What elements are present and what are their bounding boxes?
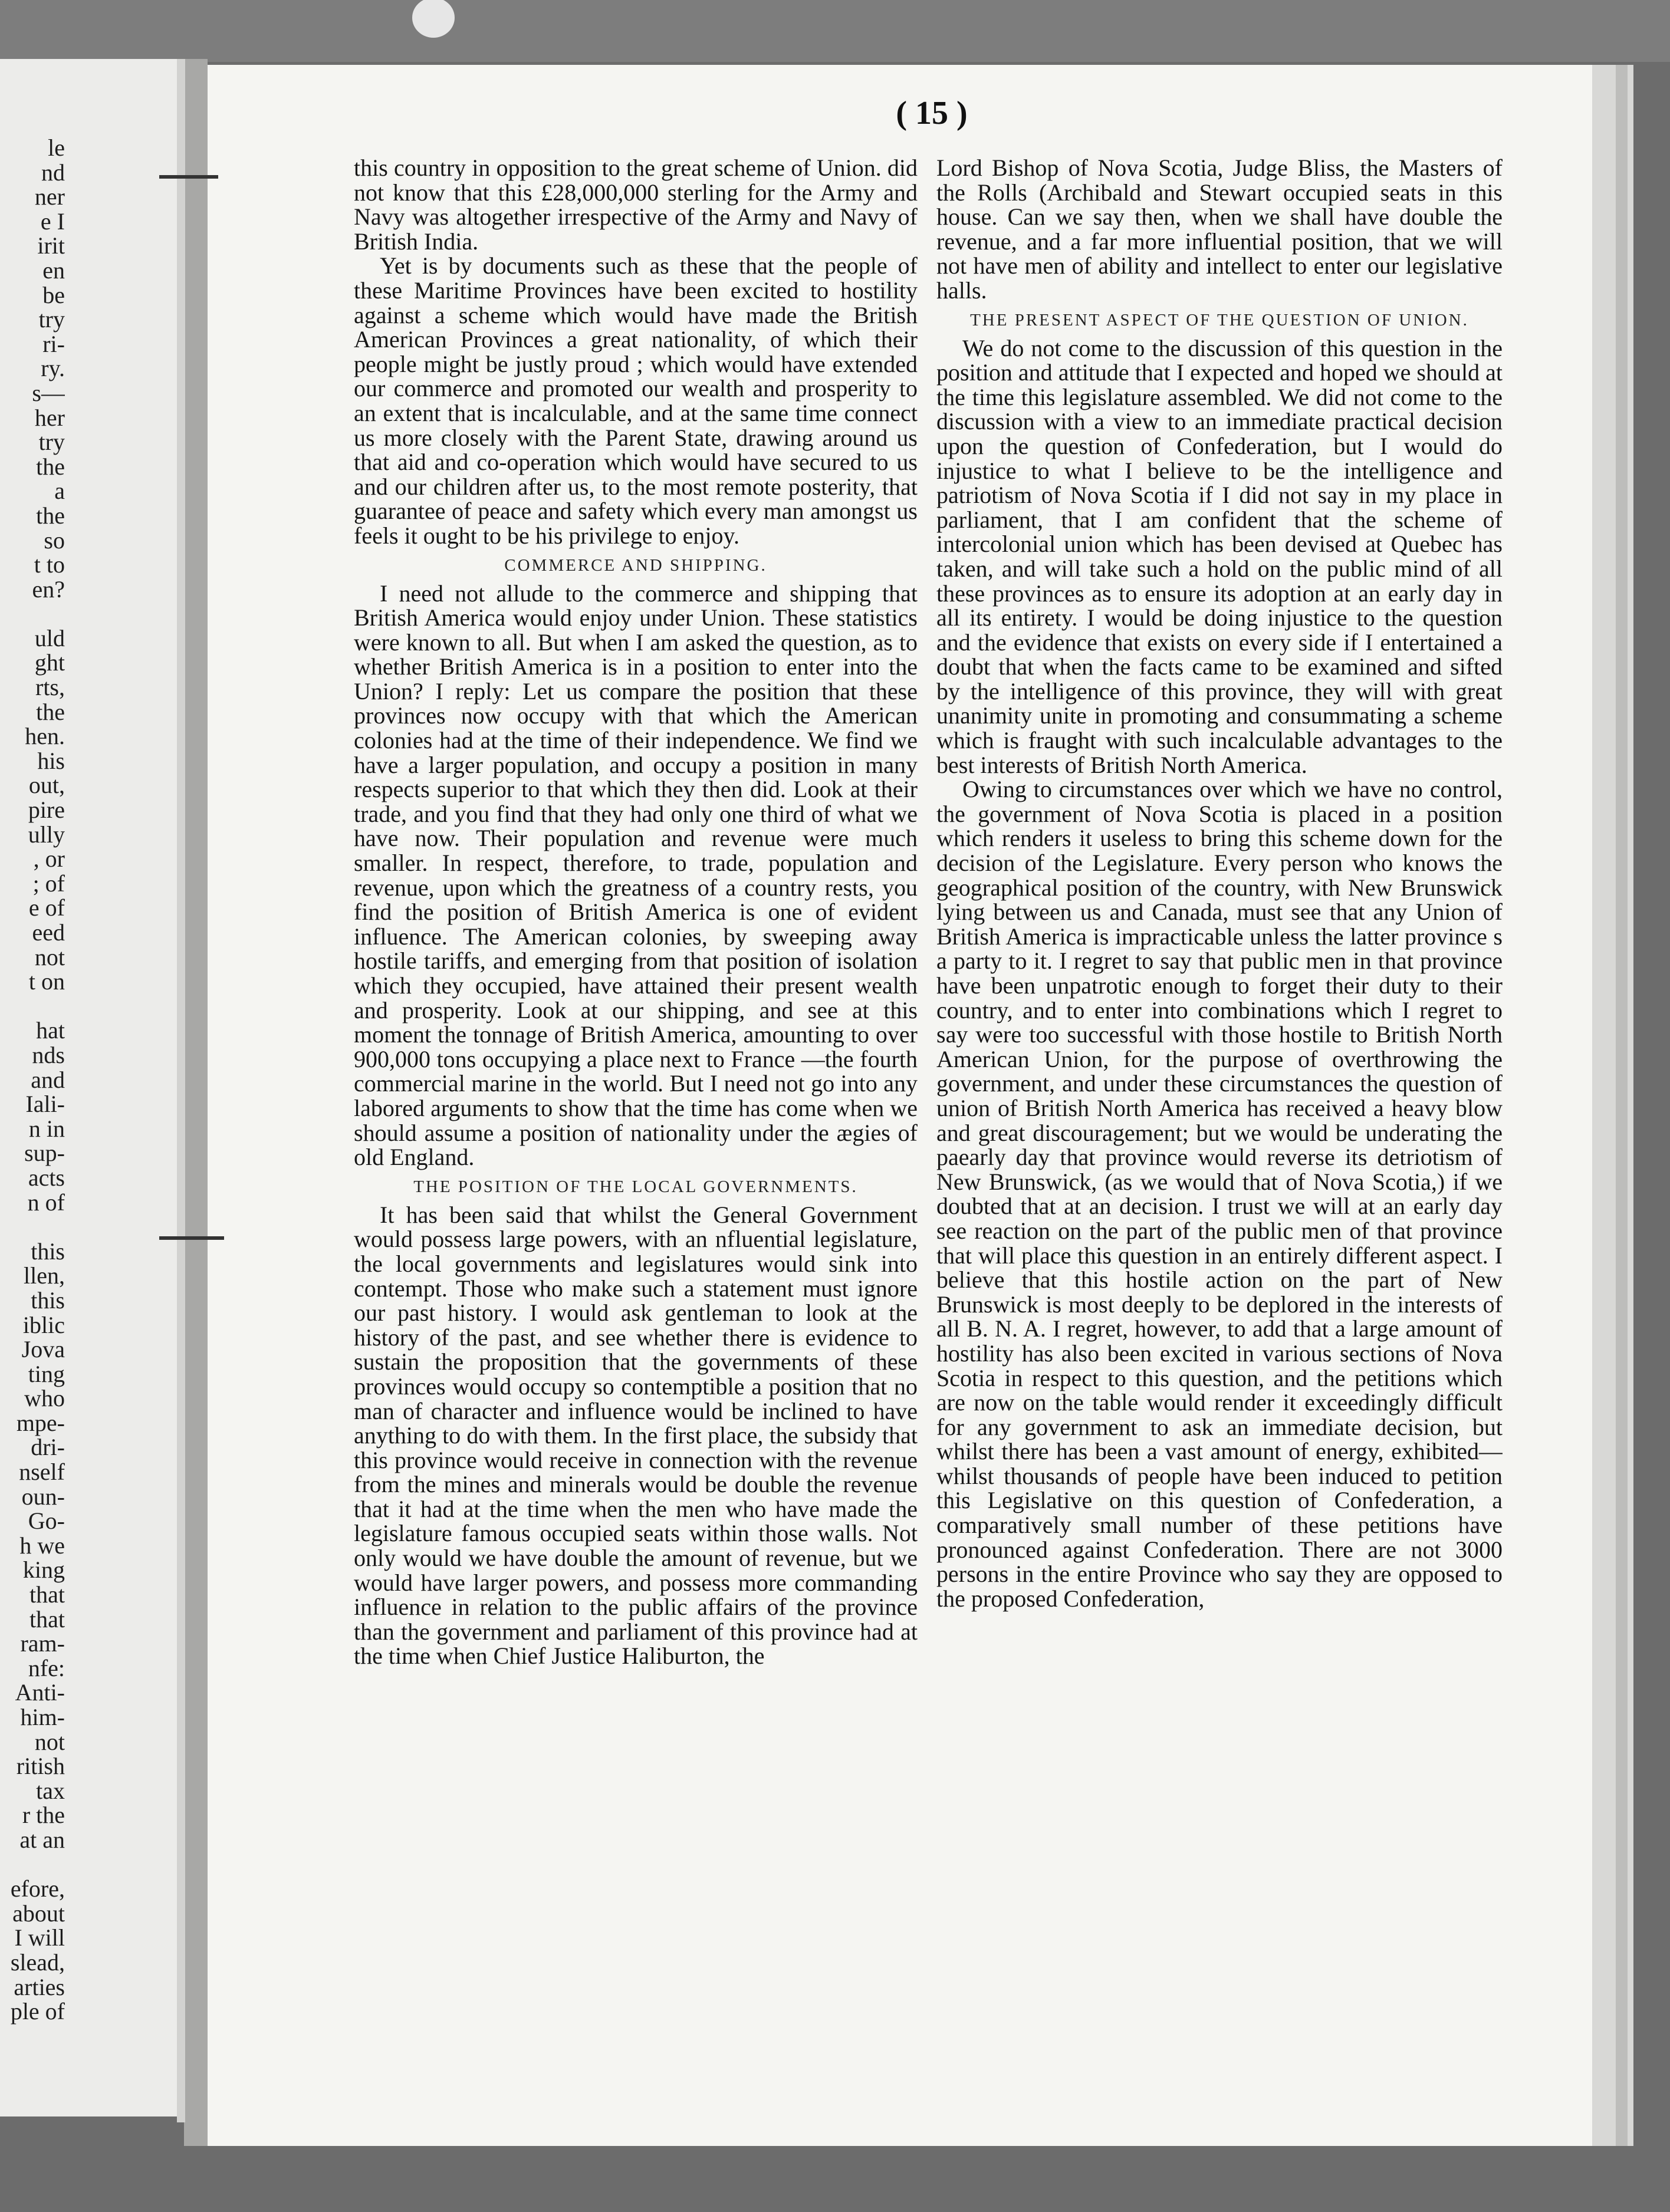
previous-page-line: Jova [21, 1336, 65, 1363]
previous-page-line: le [48, 136, 65, 161]
previous-page-line: this [31, 1237, 65, 1265]
previous-page-line: e of [28, 894, 65, 921]
previous-page-line: I will [14, 1924, 65, 1951]
previous-page-line: this [31, 1286, 65, 1314]
previous-page-line: sup- [24, 1140, 65, 1167]
previous-page-line: be [42, 281, 65, 308]
previous-page-line: Anti- [15, 1679, 65, 1706]
previous-page-line: hen. [25, 723, 65, 750]
previous-page-line: nds [32, 1041, 65, 1068]
previous-page-line: h we [19, 1532, 65, 1559]
text-column-right [936, 156, 1503, 2184]
previous-page-line: en? [32, 575, 65, 603]
section-heading: THE POSITION OF THE LOCAL GOVERNMENTS. [413, 1177, 858, 1196]
previous-page-line: pire [28, 796, 65, 824]
previous-page-line: iblic [22, 1311, 65, 1338]
previous-page-line [0, 1852, 65, 1877]
previous-page-line: efore, [10, 1875, 65, 1902]
previous-page-line: at an [19, 1826, 65, 1853]
previous-page-line: so [44, 526, 65, 554]
previous-page-text [0, 136, 65, 2052]
paragraph: Yet is by documents such as these that the people of these Maritime Provinces have been excited to hostility against a scheme which would have made the British American Provinces a great nationality, of which their people might be justly proud ; which would have extended our commerce and promoted our wealth and prosperity to an extent that is incalculable, and at the same time connect us more closely with the Parent State, drawing around us that aid and co-operation which would have secured to us and our children after us, to the most remote posterity, that guarantee of peace and safety which every man amongst us feels it ought to be his privilege to enjoy. [354, 252, 918, 549]
previous-page-line: n of [27, 1189, 65, 1216]
paragraph: Lord Bishop of Nova Scotia, Judge Bliss, the Masters of the Rolls (Archibald and Stewart occupied seats in this house. Can we say then, when we shall have double the revenue, and a far more influential position, that we will not have men of ability and intellect to enter our legislative halls. [936, 156, 1503, 304]
paragraph: this country in opposition to the great scheme of Union. did not know that this £28,000,000 sterling for the Army and Navy was altogether irrespective of the Army and Navy of British India. [354, 156, 918, 255]
previous-page-line: llen, [24, 1262, 65, 1289]
previous-page-line: tax [36, 1777, 65, 1804]
previous-page-line: ri- [42, 330, 65, 357]
previous-page-line: mpe- [16, 1409, 65, 1436]
previous-page-line: the [36, 698, 65, 725]
previous-page-line: n in [28, 1115, 65, 1142]
text-column-left [354, 156, 918, 2184]
paragraph: Owing to circumstances over which we have no control, the government of Nova Scotia is placed in a position which renders it useless to bring this scheme down for the decision of the Legislature. Every person who knows the geographical position of the country, with New Brunswick lying between us and Canada, must see that any Union of British America is impracticable unless the latter province s a party to it. I regret to say that public men in that province have been unpatrotic enough to forget their duty to their country, and to enter into combinations which I regret to say were too successful with those hostile to British North American Union, for the purpose of overthrowing the government, and under these circumstances the question of union of British North America has received a heavy blow and great discouragement; but we would be underating the paearly day that province would reverse its detriotism of New Brunswick, (as we would that of Nova Scotia,) if we doubted that at an decision. I trust we will at an early day see reaction on the part of the public men of that province that will place this question in an entirely different aspect. I believe that this hostile action on the part of New Brunswick is most deeply to be deplored in the interests of all B. N. A. I regret, however, to add that a large amount of hostility has also been excited in various sections of Nova Scotia in respect to this question, and the petitions which are now on the table would render it exceedingly difficult for any government to ask an immediate decision, but whilst there has been a vast amount of energy, exhibited— whilst thousands of people have been induced to petition this Legislative on this question of Confederation, a comparatively small number of these petitions have pronounced against Confederation. There are not 3000 persons in the entire Province who say they are opposed to the proposed Confederation, [936, 776, 1503, 1612]
previous-page-line: nfe: [28, 1654, 65, 1681]
section-heading: THE PRESENT ASPECT OF THE QUESTION OF UNION. [970, 310, 1469, 330]
previous-page-line [0, 1214, 65, 1239]
previous-page-line: the [36, 453, 65, 480]
previous-page-line: slead, [10, 1948, 65, 1976]
previous-page-line: king [22, 1556, 65, 1584]
page-number: ( 15 ) [896, 95, 968, 131]
gutter-shadow [184, 59, 208, 2146]
previous-page-line [0, 601, 65, 626]
previous-page-line: ; of [32, 870, 65, 897]
previous-page-line: Go- [28, 1507, 65, 1535]
previous-page-line: dri- [31, 1434, 65, 1461]
previous-page-line: ting [28, 1360, 65, 1387]
previous-page-line: hat [36, 1017, 65, 1044]
previous-page-line: e I [40, 208, 65, 235]
previous-page-line: ully [28, 821, 65, 848]
previous-page-line: , or [33, 845, 65, 873]
paragraph: I need not allude to the commerce and shipping that British America would enjoy under Union. These statistics were known to all. But when I am asked the question, as to whether British America is in a position to enter into the Union? I reply: Let us compare the position that these provinces now occupy with that which the American colonies had at the time of their independence. We find we have a larger population, and occupy a position in many respects superior to that which they then did. Look at their trade, and you find that they had only one third of what we have now. Their population and revenue were much smaller. In respect, therefore, to trade, population and revenue, upon which the greatness of a country rests, you find the position of British America is one of evident influence. The American colonies, by sweeping away hostile tariffs, and emerging from that position of isolation which they occupied, have attained their present wealth and prosperity. Look at our shipping, and see at this moment the tonnage of British America, amounting to over 900,000 tons occupying a place next to France —the fourth commercial marine in the world. But I need not go into any labored arguments to show that the time has come when we should assume a position of nationality under the ægies of old England. [354, 580, 918, 1171]
previous-page-line: his [37, 747, 65, 774]
previous-page-line: Iali- [25, 1091, 65, 1118]
paragraph: It has been said that whilst the General Government would possess large powers, with an nfluential legislature, the local governments and legislatures would sink into contempt. Those who make such a statement must ignore our past history. I would ask gentleman to look at the history of the past, and see whether there is evidence to sustain the proposition that the governments of these provinces would occupy so contemptible a position that no man of character and influence would be inclined to have anything to do with them. In the first place, the subsidy that this province would receive in connection with the revenue from the mines and minerals would be double the revenue that it had at the time when the men who have made the legislature famous occupied seats within those walls. Not only would we have double the amount of revenue, but we would have larger powers, and possess more commanding influence in relation to the public affairs of the province than the government and parliament of this province had at the time when Chief Justice Haliburton, the [354, 1201, 918, 1670]
previous-page-line [0, 994, 65, 1019]
previous-page-line: ner [34, 183, 65, 210]
previous-page-line: ram- [20, 1630, 65, 1657]
section-heading: COMMERCE AND SHIPPING. [504, 555, 767, 575]
previous-page-line: try [38, 429, 65, 456]
previous-page-line: and [31, 1066, 65, 1093]
previous-page-line: ry. [41, 355, 65, 382]
previous-page-line: s— [32, 379, 65, 406]
previous-page-line: nself [19, 1459, 65, 1486]
previous-page-line: her [34, 404, 65, 431]
previous-page-line: acts [28, 1164, 65, 1191]
previous-page-line: that [29, 1605, 65, 1632]
previous-page-line: who [24, 1385, 65, 1412]
previous-page-line: ght [34, 649, 65, 676]
previous-page-line: ritish [16, 1753, 65, 1780]
previous-page-line: out, [28, 772, 65, 799]
previous-page-line: en [42, 256, 65, 284]
previous-page-line: the [36, 502, 65, 529]
previous-page-line: not [34, 1728, 65, 1755]
previous-page-line: him- [20, 1704, 65, 1730]
previous-page-line: nd [41, 159, 65, 186]
previous-page-line: t on [28, 968, 65, 995]
gutter-highlight [177, 59, 185, 2122]
previous-page-line: ple of [10, 1998, 65, 2025]
previous-page-line: r the [22, 1802, 65, 1829]
previous-page-line: try [38, 306, 65, 333]
previous-page-line: not [34, 943, 65, 970]
previous-page-line: uld [34, 624, 65, 651]
right-page-edge [1616, 65, 1628, 2146]
paragraph: We do not come to the discussion of this question in the position and attitude that I expected and hoped we should at the time this legislature assembled. We did not come to the discussion with a view to an immediate practical decision upon the question of Confederation, but I would do injustice to what I believe to be the intelligence and patriotism of Nova Scotia if I did not say in my place in parliament, that I am confident that the scheme of intercolonial union which has been devised at Quebec has taken, and will take such a hold on the public mind of all these provinces as to ensure its adoption at an early day in all its entirety. I would be doing injustice to the question and the evidence that exists on every side if I entertained a doubt that when the facts came to be examined and sifted by the intelligence of this province, they will with great unanimity unite in promoting and consummating a scheme which is fraught with such incalculable advantages to the best interests of British North America. [936, 334, 1503, 778]
previous-page-line: oun- [21, 1483, 65, 1510]
previous-page-line: a [54, 478, 65, 505]
previous-page-line: arties [14, 1973, 65, 2000]
previous-page-line: rts, [35, 674, 65, 701]
previous-page-line: that [29, 1581, 65, 1608]
previous-page-line: about [12, 1900, 65, 1927]
scanner-gray-top [0, 0, 1670, 62]
previous-page-line: irit [37, 232, 65, 259]
previous-page-line: eed [32, 919, 65, 946]
previous-page-line: t to [34, 551, 65, 578]
